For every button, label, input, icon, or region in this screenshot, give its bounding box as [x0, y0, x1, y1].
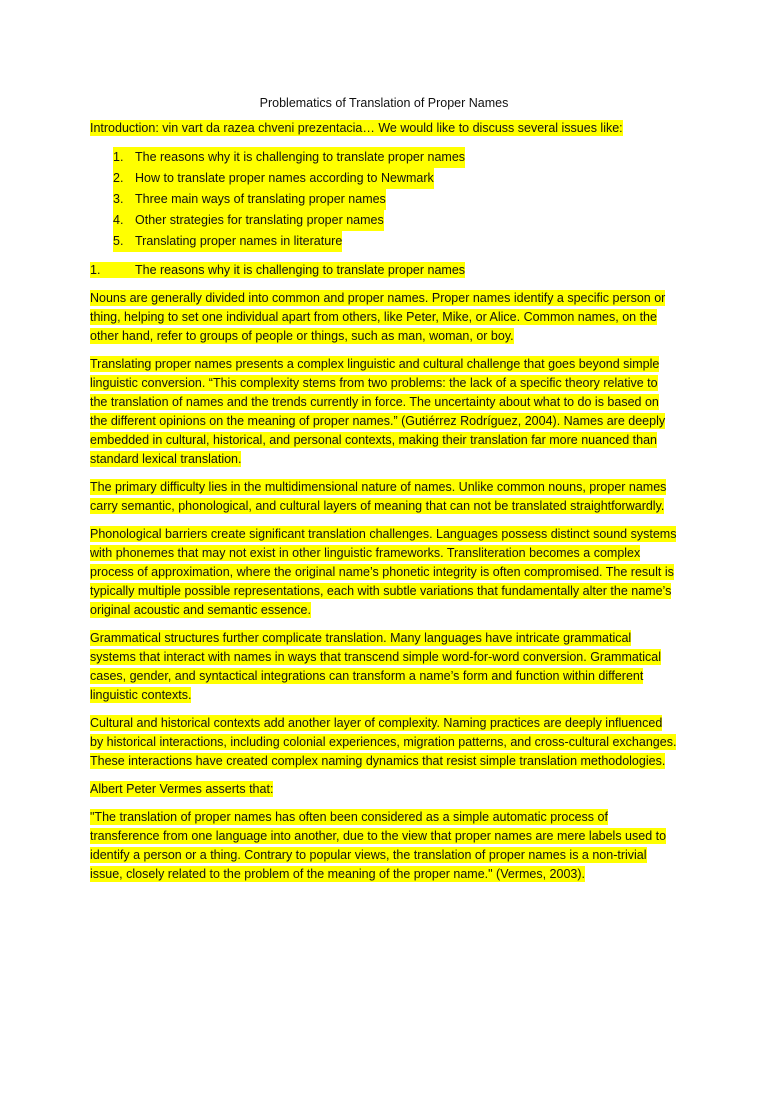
intro-paragraph: [90, 119, 678, 138]
list-item-text: Other strategies for translating proper names: [135, 213, 384, 227]
body-paragraph: Albert Peter Vermes asserts that:: [90, 782, 274, 796]
list-item-number: 3.: [113, 192, 124, 206]
body-paragraph: Grammatical structures further complicate translation. Many languages have intricate grammatical systems that interact with names in ways that transcend simple word-for-word conversion. Grammatical cases, gender, and syntactical integrations can transform a name’s form and function within different linguistic contexts.: [90, 631, 662, 702]
list-item-text: Translating proper names in literature: [135, 234, 343, 248]
body-paragraph: The primary difficulty lies in the multidimensional nature of names. Unlike common nouns, proper names carry semantic, phonological, and cultural layers of meaning that can not be translated straightforwardly.: [90, 480, 667, 513]
section-heading-text: The reasons why it is challenging to translate proper names: [135, 263, 466, 277]
list-item-number: 2.: [113, 171, 124, 185]
body-paragraph: Phonological barriers create significant translation challenges. Languages possess distinct sound systems with phonemes that may not exist in other linguistic frameworks. Transliteration becomes a complex process of approximation, where the original name’s phonetic integrity is often compromised. The result is typically multiple possible representations, each with subtle variations that fundamentally alter the name’s original acoustic and semantic essence.: [90, 527, 677, 617]
body-paragraph: Cultural and historical contexts add another layer of complexity. Naming practices are deeply influenced by historical interactions, including colonial experiences, migration patterns, and cross-cultural exchanges. These interactions have created complex naming dynamics that resist simple translation methodologies.: [90, 716, 677, 768]
list-item-number: 4.: [113, 213, 124, 227]
list-item: [113, 147, 678, 168]
topics-list: [90, 147, 678, 252]
list-item-text: How to translate proper names according to Newmark: [135, 171, 434, 185]
document-title: [90, 95, 678, 111]
list-item-number: 1.: [113, 150, 124, 164]
section-heading: [90, 261, 678, 280]
list-item: [113, 189, 678, 210]
list-item: [113, 168, 678, 189]
list-item-text: Three main ways of translating proper names: [135, 192, 386, 206]
document-page: [0, 95, 768, 1119]
list-item-number: 5.: [113, 234, 124, 248]
list-item: [113, 231, 678, 252]
list-item-text: The reasons why it is challenging to translate proper names: [135, 150, 466, 164]
body-paragraph: Translating proper names presents a complex linguistic and cultural challenge that goes beyond simple linguistic conversion. “This complexity stems from two problems: the lack of a specific theory relative to the translation of names and the trends currently in force. The uncertainty about what to do is based on the different opinions on the meaning of proper names.” (Gutiérrez Rodríguez, 2004). Names are deeply embedded in cultural, historical, and personal contexts, making their translation far more nuanced than standard lexical translation.: [90, 357, 666, 466]
section-number: 1.: [90, 263, 101, 277]
body-paragraph: Nouns are generally divided into common and proper names. Proper names identify a specific person or thing, helping to set one individual apart from others, like Peter, Mike, or Alice. Common names, on the other hand, refer to groups of people or things, such as man, woman, or boy.: [90, 291, 666, 343]
list-item: [113, 210, 678, 231]
quote-paragraph: "The translation of proper names has often been considered as a simple automatic process of transference from one language into another, due to the view that proper names are mere labels used to identify a person or a thing. Contrary to popular views, the translation of proper names is a non-trivial issue, closely related to the problem of the meaning of the proper name." (Vermes, 2003).: [90, 810, 667, 881]
title-text: Problematics of Translation of Proper Names: [259, 96, 509, 110]
intro-text: Introduction: vin vart da razea chveni prezentacia… We would like to discuss several issues like:: [90, 121, 623, 135]
